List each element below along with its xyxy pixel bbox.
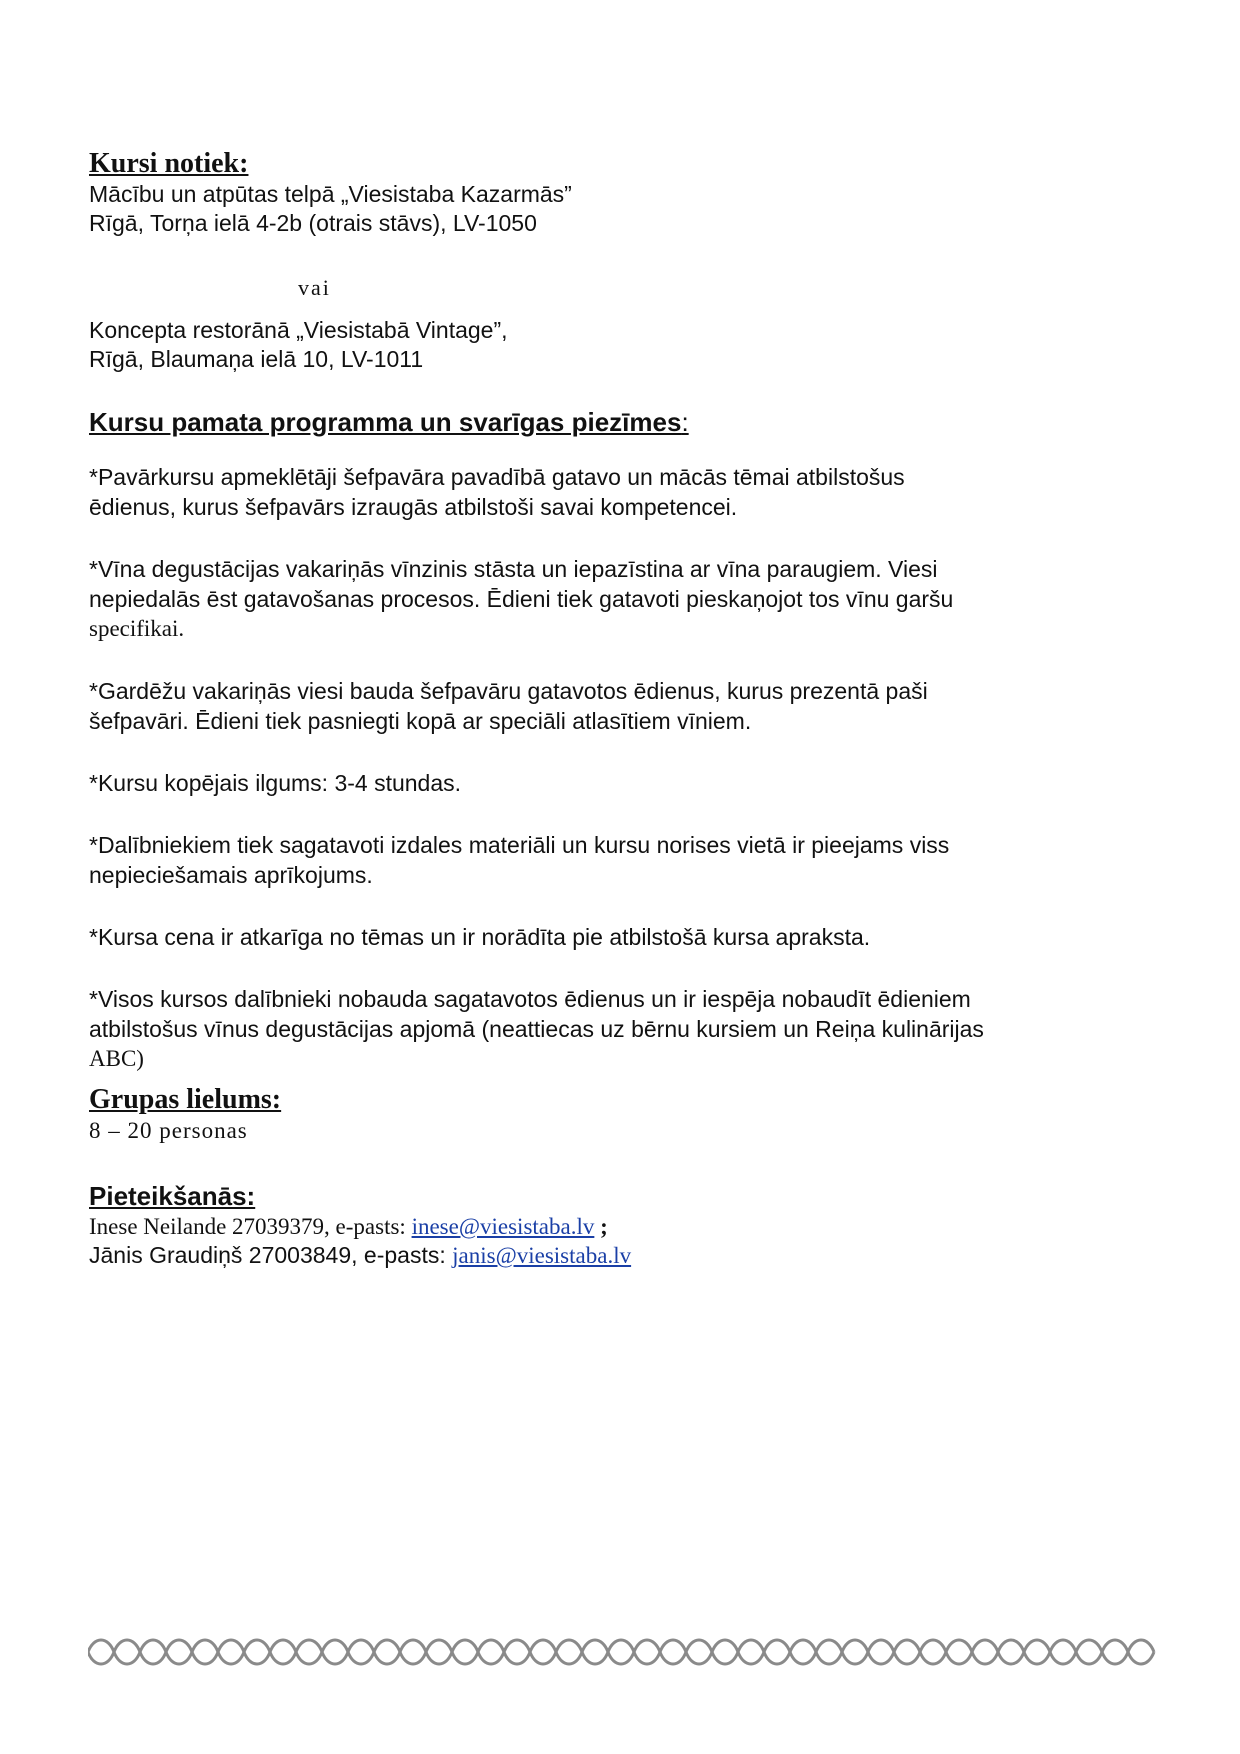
chain-loop-top — [1128, 1640, 1154, 1652]
chain-loop-top — [114, 1640, 140, 1652]
signup-section — [89, 1180, 1149, 1270]
chain-loop-top — [920, 1640, 946, 1652]
chain-loop-top — [322, 1640, 348, 1652]
chain-loop-bottom — [1050, 1652, 1076, 1664]
chain-loop-bottom — [1128, 1652, 1154, 1664]
note-item — [89, 830, 949, 890]
venue1-line2: Rīgā, Torņa ielā 4-2b (otrais stāvs), LV-1050 — [89, 210, 537, 236]
program-heading-colon: : — [681, 407, 689, 437]
chain-loop-top — [348, 1640, 374, 1652]
chain-loop-top — [660, 1640, 686, 1652]
note-line: *Gardēžu vakariņās viesi bauda šefpavāru gatavotos ēdienus, kurus prezentā paši — [89, 678, 928, 704]
chain-loop-bottom — [166, 1652, 192, 1664]
note-line: ēdienus, kurus šefpavārs izraugās atbilstoši savai kompetencei. — [89, 494, 738, 520]
note-item — [89, 984, 984, 1074]
note-line: *Kursa cena ir atkarīga no tēmas un ir norādīta pie atbilstošā kursa apraksta. — [89, 924, 871, 950]
chain-loop-top — [894, 1640, 920, 1652]
chain-loop-bottom — [1076, 1652, 1102, 1664]
program-section — [89, 406, 1149, 438]
chain-loop-top — [1076, 1640, 1102, 1652]
chain-loop-top — [868, 1640, 894, 1652]
chain-loop-top — [166, 1640, 192, 1652]
venue-heading: Kursi notiek: — [89, 148, 249, 179]
chain-loop-bottom — [946, 1652, 972, 1664]
chain-loop-top — [478, 1640, 504, 1652]
venue2-line1: Koncepta restorānā „Viesistabā Vintage”, — [89, 317, 508, 343]
chain-loop-top — [556, 1640, 582, 1652]
chain-loop-top — [192, 1640, 218, 1652]
note-line: *Vīna degustācijas vakariņās vīnzinis stāsta un iepazīstina ar vīna paraugiem. Viesi — [89, 556, 938, 582]
chain-loop-top — [218, 1640, 244, 1652]
chain-loop-top — [634, 1640, 660, 1652]
chain-loop-top — [296, 1640, 322, 1652]
chain-loop-bottom — [452, 1652, 478, 1664]
chain-loop-bottom — [218, 1652, 244, 1664]
chain-loop-top — [998, 1640, 1024, 1652]
chain-loop-bottom — [608, 1652, 634, 1664]
group-size-section — [89, 1084, 1149, 1145]
contact-2-email-link[interactable]: janis@viesistaba.lv — [452, 1243, 632, 1268]
chain-loop-top — [1050, 1640, 1076, 1652]
chain-loop-bottom — [1102, 1652, 1128, 1664]
contact-line-1 — [89, 1212, 1149, 1241]
note-line: nepieciešamais aprīkojums. — [89, 862, 373, 888]
chain-loop-bottom — [270, 1652, 296, 1664]
chain-loop-top — [452, 1640, 478, 1652]
venue1-line1: Mācību un atpūtas telpā „Viesistaba Kazarmās” — [89, 181, 572, 207]
chain-loop-top — [842, 1640, 868, 1652]
chain-loop-top — [400, 1640, 426, 1652]
program-heading — [89, 406, 1149, 438]
chain-loop-bottom — [634, 1652, 660, 1664]
signup-heading: Pieteikšanās: — [89, 1181, 256, 1211]
chain-loop-bottom — [530, 1652, 556, 1664]
note-item — [89, 462, 905, 522]
note-line: ABC) — [89, 1046, 144, 1071]
chain-loop-bottom — [738, 1652, 764, 1664]
chain-loop-top — [504, 1640, 530, 1652]
chain-loop-top — [790, 1640, 816, 1652]
chain-loop-bottom — [88, 1652, 114, 1664]
chain-loop-bottom — [686, 1652, 712, 1664]
chain-loop-bottom — [426, 1652, 452, 1664]
chain-loop-top — [1024, 1640, 1050, 1652]
note-line: šefpavāri. Ēdieni tiek pasniegti kopā ar speciāli atlasītiem vīniem. — [89, 708, 752, 734]
chain-loop-bottom — [790, 1652, 816, 1664]
chain-loop-bottom — [192, 1652, 218, 1664]
note-item — [89, 676, 928, 736]
chain-loop-bottom — [582, 1652, 608, 1664]
chain-loop-top — [88, 1640, 114, 1652]
chain-loop-top — [374, 1640, 400, 1652]
venue-section — [89, 148, 1149, 238]
group-size-heading: Grupas lielums: — [89, 1084, 282, 1115]
note-line: *Pavārkursu apmeklētāji šefpavāra pavadībā gatavo un mācās tēmai atbilstošus — [89, 464, 905, 490]
note-line: nepiedalās ēst gatavošanas procesos. Ēdieni tiek gatavoti pieskaņojot tos vīnu garšu — [89, 586, 954, 612]
chain-loop-top — [530, 1640, 556, 1652]
chain-loop-bottom — [894, 1652, 920, 1664]
chain-loop-bottom — [374, 1652, 400, 1664]
chain-loop-top — [582, 1640, 608, 1652]
chain-loop-bottom — [660, 1652, 686, 1664]
chain-loop-top — [686, 1640, 712, 1652]
note-line: atbilstošus vīnus degustācijas apjomā (neattiecas uz bērnu kursiem un Reiņa kulinārijas — [89, 1016, 984, 1042]
venue2-block — [89, 316, 1149, 374]
chain-loop-top — [270, 1640, 296, 1652]
chain-loop-bottom — [400, 1652, 426, 1664]
note-line: *Kursu kopējais ilgums: 3-4 stundas. — [89, 770, 462, 796]
chain-loop-bottom — [868, 1652, 894, 1664]
note-item — [89, 922, 870, 952]
note-line: specifikai. — [89, 616, 185, 641]
note-line: *Dalībniekiem tiek sagatavoti izdales materiāli un kursu norises vietā ir pieejams viss — [89, 832, 950, 858]
chain-loop-bottom — [322, 1652, 348, 1664]
chain-loop-top — [972, 1640, 998, 1652]
chain-loop-top — [738, 1640, 764, 1652]
chain-loop-bottom — [816, 1652, 842, 1664]
note-item — [89, 554, 953, 644]
chain-loop-bottom — [972, 1652, 998, 1664]
program-heading-text: Kursu pamata programma un svarīgas piezīmes — [89, 407, 682, 437]
or-separator: vai — [298, 275, 331, 300]
chain-loop-top — [608, 1640, 634, 1652]
contact-line-2 — [89, 1241, 1149, 1270]
note-line: *Visos kursos dalībnieki nobauda sagatavotos ēdienus un ir iespēja nobaudīt ēdieniem — [89, 986, 971, 1012]
chain-loop-bottom — [556, 1652, 582, 1664]
chain-loop-bottom — [504, 1652, 530, 1664]
contact-2-text: Jānis Graudiņš 27003849, e-pasts: — [89, 1242, 453, 1268]
chain-loop-bottom — [998, 1652, 1024, 1664]
chain-loop-top — [712, 1640, 738, 1652]
chain-loop-top — [244, 1640, 270, 1652]
group-size-value: 8 – 20 personas — [89, 1118, 248, 1143]
chain-loop-bottom — [296, 1652, 322, 1664]
chain-loop-bottom — [712, 1652, 738, 1664]
contact-1-text: Inese Neilande 27039379, e-pasts: — [89, 1214, 412, 1239]
decorative-chain-divider — [88, 1632, 1156, 1672]
venue2-line2: Rīgā, Blaumaņa ielā 10, LV-1011 — [89, 346, 424, 372]
chain-loop-bottom — [348, 1652, 374, 1664]
chain-loop-top — [140, 1640, 166, 1652]
contact-1-suffix: ; — [594, 1214, 608, 1239]
chain-loop-bottom — [478, 1652, 504, 1664]
chain-loop-bottom — [920, 1652, 946, 1664]
chain-loop-bottom — [764, 1652, 790, 1664]
chain-loop-bottom — [244, 1652, 270, 1664]
chain-loop-top — [426, 1640, 452, 1652]
chain-loop-top — [1102, 1640, 1128, 1652]
chain-loop-bottom — [114, 1652, 140, 1664]
chain-loop-bottom — [140, 1652, 166, 1664]
note-item — [89, 768, 461, 798]
chain-loop-bottom — [1024, 1652, 1050, 1664]
chain-loop-top — [764, 1640, 790, 1652]
chain-loop-bottom — [842, 1652, 868, 1664]
chain-loop-top — [816, 1640, 842, 1652]
contact-1-email-link[interactable]: inese@viesistaba.lv — [411, 1214, 595, 1239]
chain-loop-top — [946, 1640, 972, 1652]
